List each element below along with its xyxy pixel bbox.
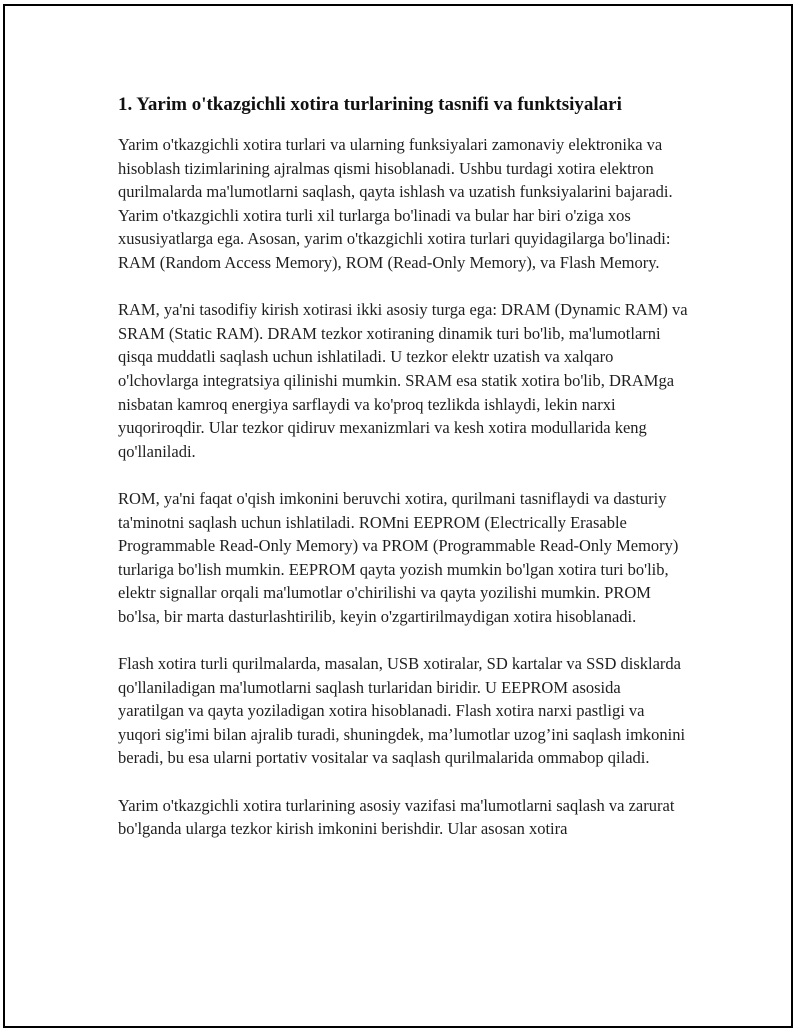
paragraph-summary: Yarim o'tkazgichli xotira turlarining asosiy vazifasi ma'lumotlarni saqlash va zarurat bo'lganda ularga tezkor kirish imkonini berishdir. Ular asosan xotira xyxy=(118,795,675,839)
paragraph-ram: RAM, ya'ni tasodifiy kirish xotirasi ikki asosiy turga ega: DRAM (Dynamic RAM) va SRAM (Static RAM). DRAM tezkor xotiraning dinamik turi bo'lib, ma'lumotlarni qisqa muddatli saqlash uchun ishlatiladi. U tezkor elektr uzatish va xalqaro o'lchovlarga integratsiya qilinishi mumkin. SRAM esa statik xotira bo'lib, DRAMga nisbatan kamroq energiya sarflaydi va ko'proq tezlikda ishlaydi, lekin narxi yuqoriroqdir. Ular tezkor qidiruv mexanizmlari va kesh xotira modullarida keng qo'llaniladi. xyxy=(118,300,688,461)
paragraph-intro: Yarim o'tkazgichli xotira turlari va ularning funksiyalari zamonaviy elektronika va hisoblash tizimlarining ajralmas qismi hisoblanadi. Ushbu turdagi xotira elektron qurilmalarda ma'lumotlarni saqlash, qayta ishlash va uzatish funksiyalarini bajaradi. Yarim o'tkazgichli xotira turli xil turlarga bo'linadi va bular har biri o'ziga xos xususiyatlarga ega. Asosan, yarim o'tkazgichli xotira turlari quyidagilarga bo'linadi: RAM (Random Access Memory), ROM (Read-Only Memory), va Flash Memory. xyxy=(118,135,673,272)
paragraph-flash: Flash xotira turli qurilmalarda, masalan, USB xotiralar, SD kartalar va SSD disklarda qo'llaniladigan ma'lumotlarni saqlash turlaridan biridir. U EEPROM asosida yaratilgan va qayta yoziladigan xotira hisoblanadi. Flash xotira narxi pastligi va yuqori sig'imi bilan ajralib turadi, shuningdek, ma’lumotlar uzog’ini saqlash imkonini beradi, bu esa ularni portativ vositalar va saqlash qurilmalarida ommabop qiladi. xyxy=(118,654,686,768)
paragraph-rom: ROM, ya'ni faqat o'qish imkonini beruvchi xotira, qurilmani tasniflaydi va dasturiy ta'minotni saqlash uchun ishlatiladi. ROMni EEPROM (Electrically Erasable Programmable Read-Only Memory) va PROM (Programmable Read-Only Memory) turlariga bo'lish mumkin. EEPROM qayta yozish mumkin bo'lgan xotira turi bo'lib, elektr signallar orqali ma'lumotlar o'chirilishi va qayta yozilishi mumkin. PROM bo'lsa, bir marta dasturlashtirilib, keyin o'zgartirilmaydigan xotira hisoblanadi. xyxy=(118,488,679,626)
section-heading: 1. Yarim o'tkazgichli xotira turlarining tasnifi va funktsiyalari xyxy=(118,94,622,115)
document-body xyxy=(118,92,688,864)
